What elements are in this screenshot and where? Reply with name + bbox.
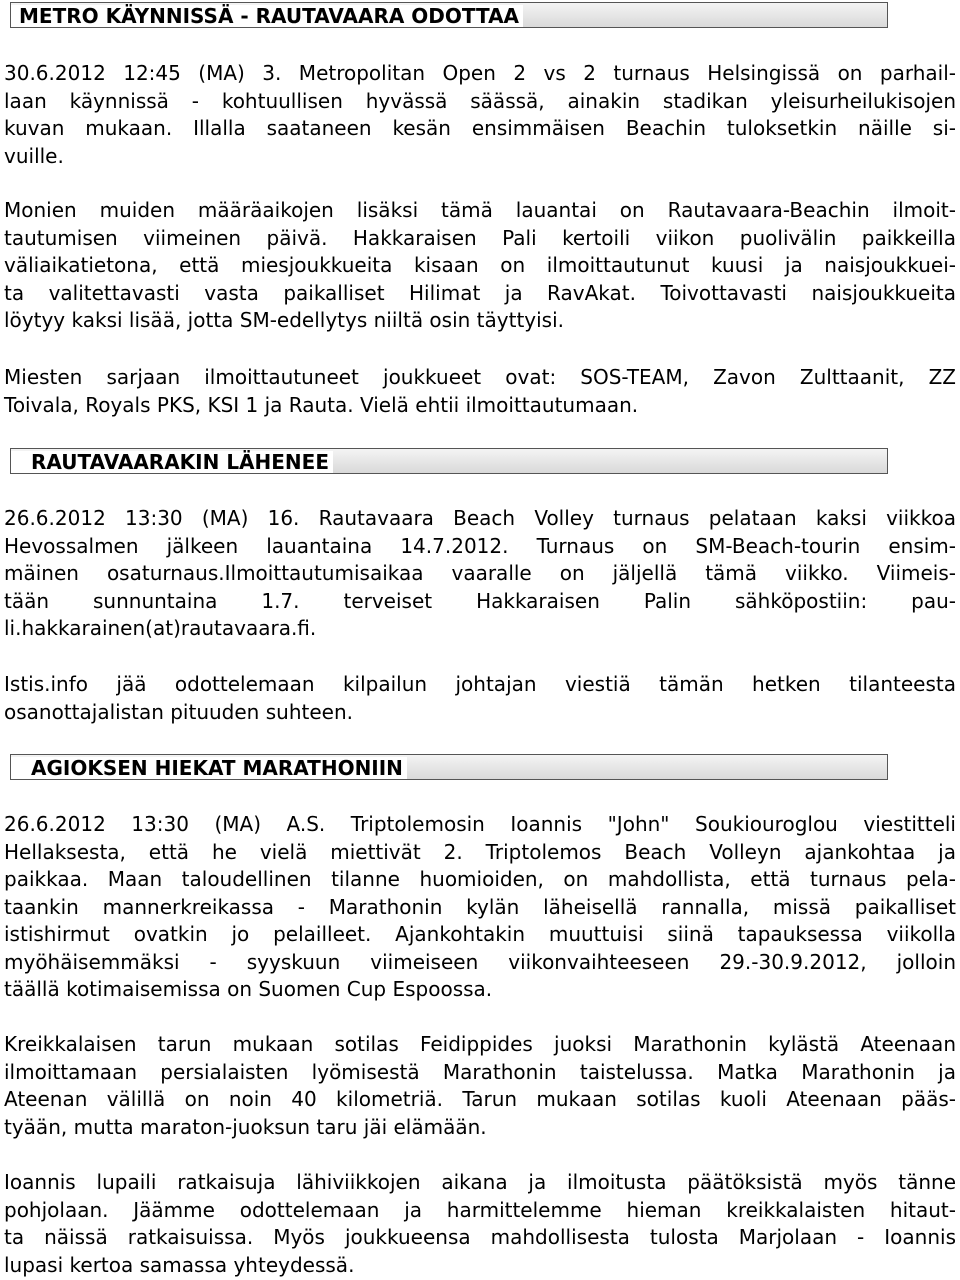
- text-line: taankin mannerkreikassa - Marathonin kylän läheisellä rannalla, missä paikalliset: [4, 894, 956, 919]
- text-line: ta näissä ratkaisuissa. Myös joukkueensa mahdollisesta tulosta Marjolaan - Ioannis: [4, 1225, 956, 1249]
- section-heading-metro: [10, 2, 888, 28]
- text-line: Toivala, Royals PKS, KSI 1 ja Rauta. Vielä ehtii ilmoittautumaan.: [4, 392, 639, 417]
- text-line: tautumisen viimeinen päivä. Hakkaraisen Pali kertoili viikon puolivälin paikkeilla: [4, 225, 956, 250]
- text-line: Kreikkalaisen tarun mukaan sotilas Feidippides juoksi Marathonin kylästä Ateenaan: [4, 1032, 956, 1056]
- text-line: Hevossalmen jälkeen lauantaina 14.7.2012. Turnaus on SM-Beach-tourin ensim-: [4, 533, 956, 558]
- text-line: ilmoittamaan persialaisten lyömisestä Marathonin taistelussa. Matka Marathonin ja: [4, 1059, 956, 1084]
- section-heading-text: RAUTAVAARAKIN LÄHENEE: [11, 451, 333, 473]
- text-line: Miesten sarjaan ilmoittautuneet joukkueet ovat: SOS-TEAM, Zavon Zulttaanit, ZZ: [4, 365, 956, 389]
- text-line: osanottajalistan pituuden suhteen.: [4, 699, 353, 724]
- text-line: Istis.info jää odottelemaan kilpailun johtajan viestiä tämän hetken tilanteesta: [4, 672, 956, 696]
- text-line: löytyy kaksi lisää, jotta SM-edellytys niiltä osin täyttyisi.: [4, 308, 565, 332]
- text-line: täällä kotimaisemissa on Suomen Cup Espoossa.: [4, 977, 493, 1001]
- paragraph: [4, 60, 956, 170]
- text-line: paikkaa. Maan taloudellinen tilanne huomioiden, on mahdollista, että turnaus pela-: [4, 867, 956, 891]
- paragraph: [4, 811, 956, 1004]
- section-heading-text: AGIOKSEN HIEKAT MARATHONIIN: [11, 757, 407, 779]
- text-line: 30.6.2012 12:45 (MA) 3. Metropolitan Open 2 vs 2 turnaus Helsingissä on parhail-: [4, 61, 956, 85]
- text-line: istishirmut ovatkin jo pelailleet. Ajankohtakin muuttuisi siinä tapauksessa viikolla: [4, 922, 956, 946]
- section-heading-agios: [10, 754, 888, 780]
- text-line: Monien muiden määräaikojen lisäksi tämä lauantai on Rautavaara-Beachin ilmoit-: [4, 198, 956, 222]
- text-line: lupasi kertoa samassa yhteydessä.: [4, 1252, 355, 1277]
- section-heading-text: METRO KÄYNNISSÄ - RAUTAVAARA ODOTTAA: [11, 5, 523, 27]
- paragraph: [4, 505, 956, 643]
- text-line: Ioannis lupaili ratkaisuja lähiviikkojen aikana ja ilmoitusta päätöksistä myös tänne: [4, 1170, 956, 1194]
- paragraph: [4, 364, 956, 419]
- paragraph: [4, 1169, 956, 1279]
- text-line: mäinen osaturnaus.Ilmoittautumisaikaa vaaralle on jäljellä tämä viikko. Viimeis-: [4, 561, 956, 585]
- text-line: laan käynnissä - kohtuullisen hyvässä säässä, ainakin stadikan yleisurheilukisojen: [4, 88, 956, 113]
- text-line: väliaikatietona, että miesjoukkueita kisaan on ilmoittautunut kuusi ja naisjoukkuei-: [4, 253, 956, 277]
- text-line: pohjolaan. Jäämme odottelemaan ja harmittelemme hieman kreikkalaisten hitaut-: [4, 1197, 956, 1222]
- text-line: li.hakkarainen(at)rautavaara.fi.: [4, 616, 317, 640]
- paragraph: [4, 1031, 956, 1141]
- paragraph: [4, 671, 956, 726]
- text-line: Hellaksesta, että he vielä miettivät 2. Triptolemos Beach Volleyn ajankohtaa ja: [4, 839, 956, 864]
- text-line: tyään, mutta maraton-juoksun taru jäi elämään.: [4, 1114, 487, 1139]
- text-line: myöhäisemmäksi - syyskuun viimeiseen viikonvaihteeseen 29.-30.9.2012, jolloin: [4, 949, 956, 974]
- section-heading-rautavaara: [10, 448, 888, 474]
- text-line: vuille.: [4, 143, 64, 168]
- text-line: 26.6.2012 13:30 (MA) A.S. Triptolemosin Ioannis "John" Soukiouroglou viestitteli: [4, 812, 956, 836]
- text-line: Ateenan välillä on noin 40 kilometriä. Tarun mukaan sotilas kuoli Ateenaan pääs-: [4, 1087, 956, 1111]
- paragraph: [4, 197, 956, 335]
- text-line: 26.6.2012 13:30 (MA) 16. Rautavaara Beach Volley turnaus pelataan kaksi viikkoa: [4, 506, 956, 530]
- text-line: ta valitettavasti vasta paikalliset Hilimat ja RavAkat. Toivottavasti naisjoukkueita: [4, 280, 956, 305]
- text-line: tään sunnuntaina 1.7. terveiset Hakkaraisen Palin sähköpostiin: pau-: [4, 588, 956, 613]
- text-line: kuvan mukaan. Illalla saataneen kesän ensimmäisen Beachin tuloksetkin näille si-: [4, 116, 956, 140]
